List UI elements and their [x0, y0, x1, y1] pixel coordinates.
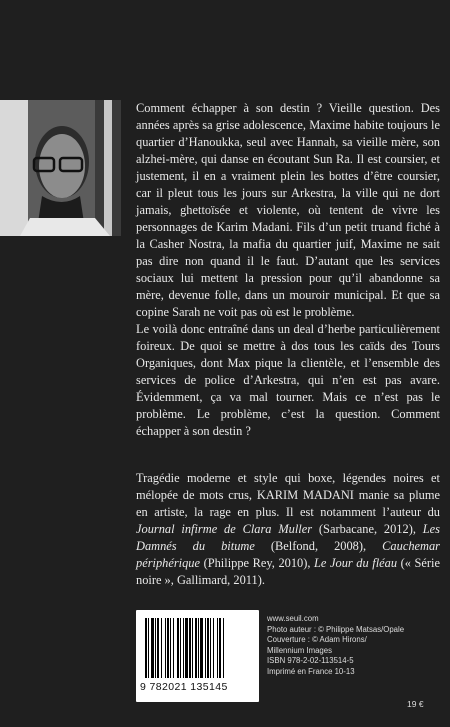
author-bio: [136, 470, 440, 589]
website-link[interactable]: www.seuil.com: [267, 614, 319, 623]
footer: [136, 610, 440, 715]
photo-credit: Photo auteur : © Philippe Matsas/Opale: [267, 624, 405, 634]
cover-credit-cont: Millennium Images: [267, 645, 332, 655]
book-title: Le Jour du fléau: [314, 556, 398, 570]
price: 19 €: [407, 699, 424, 709]
isbn: ISBN 978-2-02-113514-5: [267, 656, 354, 665]
book-title: Les Damnés du bitume: [136, 522, 440, 553]
book-title: Journal infirme de Clara Muller: [136, 522, 313, 536]
bio-text: (Sarbacane, 2012),: [312, 522, 423, 536]
blurb-paragraph-2: Le voilà donc entraîné dans un deal d’herbe particulièrement foireux. De quoi se mettre à dos tous les caïds des Tours Organiques, dont Max pique la clientèle, et l’ensemble des services de police d’Arkestra, qui n’en est pas avare. Évidemment, ça va mal tourner. Mais ce n’est pas le problème. Le problème, c’est la question. Comment échapper à son destin ?: [136, 322, 440, 438]
bio-text: (Philippe Rey, 2010),: [200, 556, 315, 570]
barcode-number: 9 782021 135145: [140, 681, 228, 693]
publisher-credits: [267, 614, 417, 677]
barcode: [136, 610, 259, 702]
blurb-paragraph-1: Comment échapper à son destin ? Vieille question. Des années après sa grise adolescence, Maxime habite toujours le quartier d’Hanoukka, seul avec Hannah, sa vieille mère, son alzhei-mère, qui danse en écoutant Sun Ra. Il est coursier, et justement, il en a vraiment plein les bottes d’être coursier, car il pleut tous les jours sur Arkestra, la ville qui ne dort jamais, ghettoïsée et violente, où tentent de vivre les personnages de Karim Madani. Fils d’un petit truand fiché à la Casher Nostra, la mafia du quartier juif, Maxime ne sait pas dire non quand il le faut. D’autant que les services sociaux lui mettent la pression pour qu’il abandonne sa mère, devenue folle, dans un mouroir municipal. Et que sa copine Sarah ne voit pas où est le problème.: [136, 101, 440, 319]
bio-text: Tragédie moderne et style qui boxe, légendes noires et mélopée de mots crus, KARIM MADANI manie sa plume en artiste, la rage en plus. Il est notamment l’auteur du: [136, 471, 440, 519]
cover-credit: Couverture : © Adam Hirons/: [267, 635, 367, 644]
book-title: Cauchemar périphérique: [136, 539, 440, 570]
bio-text: (« Série noire », Gallimard, 2011).: [136, 556, 440, 587]
back-cover-blurb: [136, 100, 440, 440]
bio-text: (Belfond, 2008),: [254, 539, 383, 553]
print-info: Imprimé en France 10-13: [267, 666, 355, 676]
author-photo: [0, 100, 121, 236]
